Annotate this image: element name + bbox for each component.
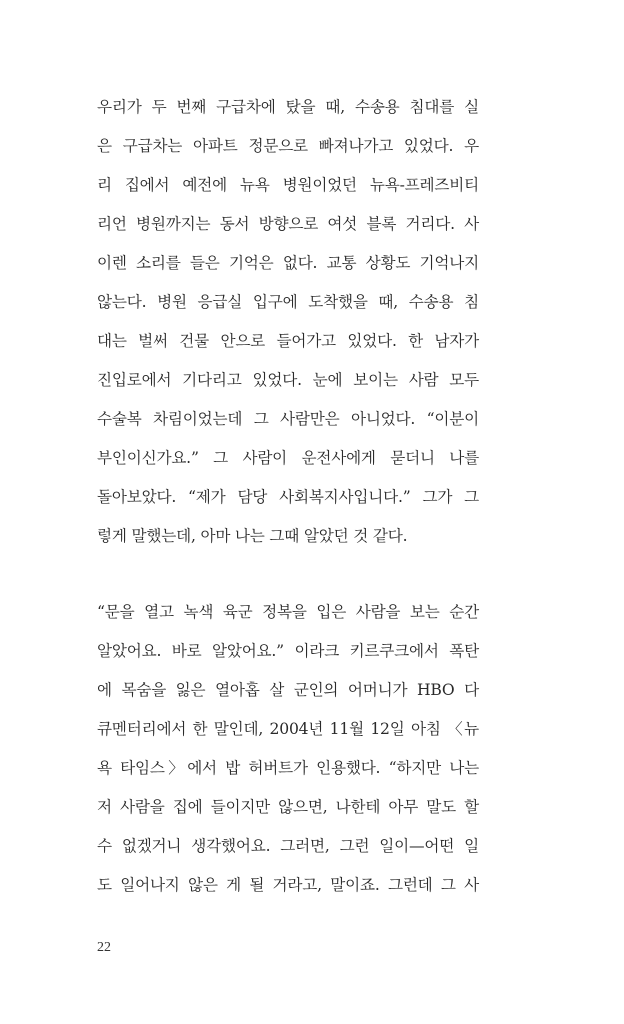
text-line: 이렌 소리를 들은 기억은 없다. 교통 상황도 기억나지: [97, 254, 479, 272]
text-line: 도 일어나지 않은 게 될 거라고, 말이죠. 그런데 그 사: [97, 876, 479, 894]
text-line: 렇게 말했는데, 아마 나는 그때 알았던 것 같다.: [97, 527, 408, 545]
text-line: 부인이신가요.” 그 사람이 운전사에게 묻더니 나를: [97, 449, 479, 467]
text-line: 않는다. 병원 응급실 입구에 도착했을 때, 수송용 침: [97, 293, 479, 311]
text-line: 욕 타임스〉에서 밥 허버트가 인용했다. “하지만 나는: [97, 759, 479, 777]
text-line: 에 목숨을 잃은 열아홉 살 군인의 어머니가 HBO 다: [97, 681, 479, 699]
paragraph-2: [97, 593, 479, 905]
text-line: “문을 열고 녹색 육군 정복을 입은 사람을 보는 순간: [97, 603, 479, 621]
text-line: 수술복 차림이었는데 그 사람만은 아니었다. “이분이: [97, 410, 479, 428]
text-line: 돌아보았다. “제가 담당 사회복지사입니다.” 그가 그: [97, 488, 479, 506]
text-line: 우리가 두 번째 구급차에 탔을 때, 수송용 침대를 실: [97, 98, 479, 116]
text-line: 대는 벌써 건물 안으로 들어가고 있었다. 한 남자가: [97, 332, 479, 350]
text-line: 알았어요. 바로 알았어요.” 이라크 키르쿠크에서 폭탄: [97, 642, 479, 660]
text-line: 은 구급차는 아파트 정문으로 빠져나가고 있었다. 우: [97, 137, 479, 155]
page-number: 22: [97, 940, 111, 955]
text-line: 진입로에서 기다리고 있었다. 눈에 보이는 사람 모두: [97, 371, 479, 389]
text-line: 리언 병원까지는 동서 방향으로 여섯 블록 거리다. 사: [97, 215, 479, 233]
text-line: 큐멘터리에서 한 말인데, 2004년 11월 12일 아침 〈뉴: [97, 720, 479, 738]
text-line: 리 집에서 예전에 뉴욕 병원이었던 뉴욕-프레즈비티: [97, 176, 479, 194]
text-line: 수 없겠거니 생각했어요. 그러면, 그런 일이—어떤 일: [97, 837, 479, 855]
paragraph-1: [97, 88, 479, 556]
text-line: 저 사람을 집에 들이지만 않으면, 나한테 아무 말도 할: [97, 798, 479, 816]
